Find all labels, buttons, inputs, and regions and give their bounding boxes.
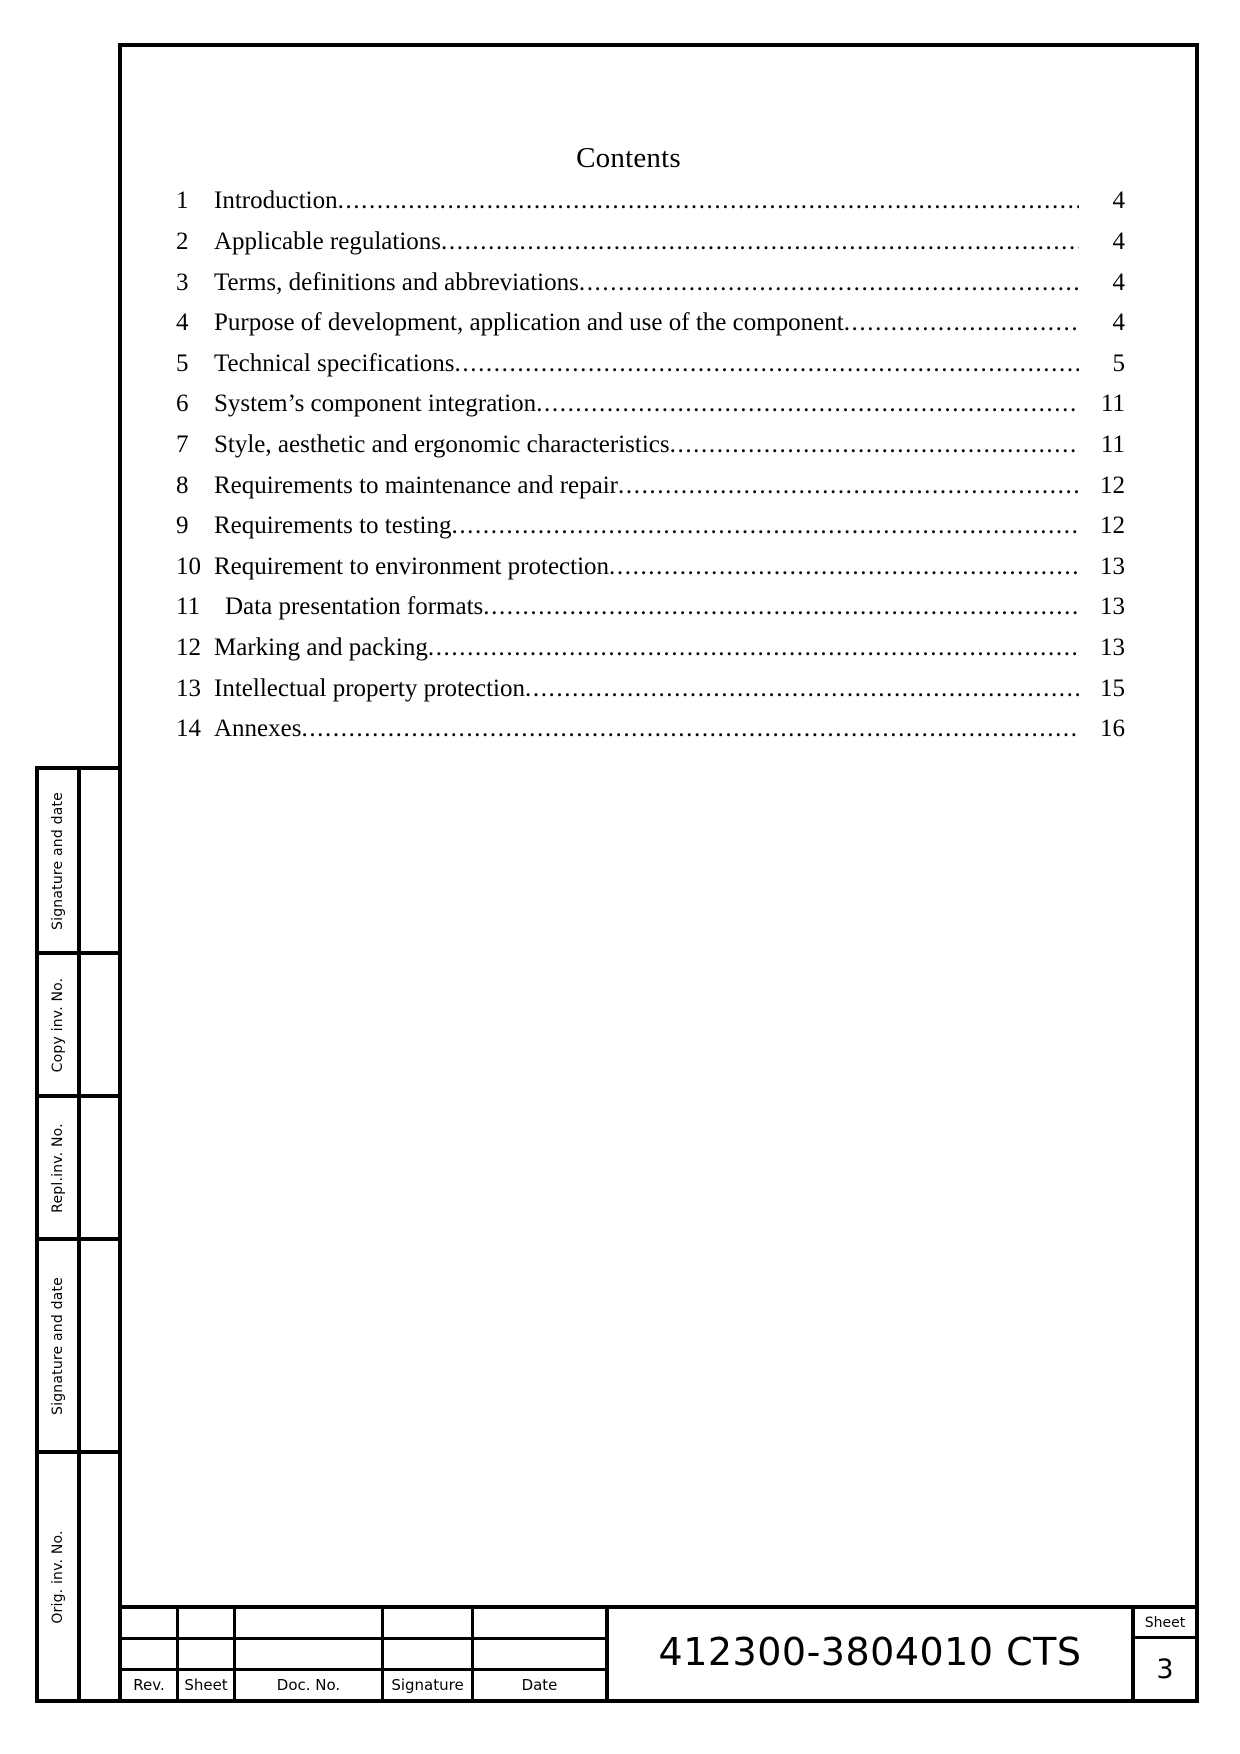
toc-entry-label: Intellectual property protection — [214, 674, 525, 702]
toc-entry-page: 15 — [1100, 674, 1125, 702]
revision-header-signature: Signature — [384, 1671, 474, 1699]
toc-entry-label: Requirement to environment protection — [214, 552, 610, 580]
revision-table — [122, 1609, 609, 1699]
toc-entry-number: 14 — [176, 715, 201, 743]
toc-entry-page: 11 — [1100, 431, 1125, 458]
toc-entry-label: Terms, definitions and abbreviations — [214, 268, 579, 296]
toc-entry-5[interactable] — [160, 344, 1125, 385]
table-row — [122, 1609, 605, 1640]
toc-entry-label: Technical specifications — [214, 349, 455, 377]
toc-entry-number: 1 — [176, 187, 189, 215]
toc-list — [160, 181, 1125, 749]
revision-header-rev: Rev. — [122, 1671, 179, 1699]
toc-entry-page: 4 — [1112, 187, 1125, 215]
stamp-block-copy-inv-no — [39, 955, 118, 1098]
toc-entry-number: 5 — [176, 349, 189, 377]
stamp-block-signature-and-date-2 — [39, 1241, 118, 1454]
toc-dot-leader — [441, 229, 1079, 254]
table-row — [122, 1640, 605, 1671]
toc-entry-number: 4 — [176, 309, 189, 337]
toc-dot-leader — [455, 351, 1079, 376]
toc-entry-label: Purpose of development, application and use of the component — [214, 309, 844, 337]
stamp-value-cell[interactable] — [81, 770, 118, 951]
toc-entry-label: Style, aesthetic and ergonomic characteristics — [214, 431, 670, 458]
toc-dot-leader — [536, 391, 1079, 416]
revision-cell-rev[interactable] — [122, 1609, 179, 1637]
toc-entry-page: 16 — [1100, 715, 1125, 743]
toc-dot-leader — [670, 432, 1079, 457]
toc-entry-8[interactable] — [160, 466, 1125, 507]
sheet-number: 3 — [1156, 1653, 1174, 1685]
toc-entry-page: 13 — [1100, 633, 1125, 661]
toc-entry-label: Data presentation formats — [225, 593, 484, 621]
toc-entry-page: 11 — [1100, 390, 1125, 418]
toc-dot-leader — [844, 310, 1079, 335]
toc-entry-label: Requirements to maintenance and repair — [214, 471, 619, 499]
toc-entry-label: System’s component integration — [214, 390, 537, 418]
drawing-frame — [118, 43, 1199, 1703]
stamp-label-cell — [39, 1241, 81, 1450]
table-of-contents — [122, 47, 1195, 750]
toc-entry-10[interactable] — [160, 547, 1125, 588]
toc-entry-number: 8 — [176, 471, 189, 499]
revision-header-date: Date — [521, 1675, 558, 1694]
stamp-value-cell[interactable] — [81, 1098, 118, 1237]
toc-dot-leader — [338, 188, 1079, 213]
toc-entry-page: 12 — [1100, 512, 1125, 540]
page-title: Contents — [576, 142, 681, 174]
toc-entry-page: 4 — [1112, 228, 1125, 256]
stamp-block-orig-inv-no — [39, 1454, 118, 1699]
revision-cell-sheet[interactable] — [179, 1609, 236, 1637]
revision-cell-signature[interactable] — [384, 1609, 474, 1637]
toc-entry-page: 13 — [1100, 552, 1125, 580]
filing-stamp-column — [35, 766, 118, 1703]
toc-entry-label: Marking and packing — [214, 633, 428, 661]
title-block — [122, 1605, 1195, 1699]
revision-cell-doc-no[interactable] — [236, 1640, 384, 1668]
toc-dot-leader — [525, 676, 1079, 701]
stamp-block-repl-inv-no — [39, 1098, 118, 1241]
toc-entry-page: 13 — [1100, 593, 1125, 621]
stamp-value-cell[interactable] — [81, 1454, 118, 1699]
toc-entry-3[interactable] — [160, 263, 1125, 304]
stamp-value-cell[interactable] — [81, 1241, 118, 1450]
toc-entry-number: 10 — [176, 552, 201, 580]
stamp-label: Copy inv. No. — [50, 977, 66, 1072]
toc-entry-page: 5 — [1112, 349, 1125, 377]
toc-entry-6[interactable] — [160, 384, 1125, 425]
toc-dot-leader — [618, 473, 1079, 498]
toc-entry-number: 7 — [176, 431, 189, 458]
toc-dot-leader — [579, 270, 1079, 295]
toc-dot-leader — [301, 716, 1079, 741]
stamp-label: Orig. inv. No. — [50, 1529, 66, 1624]
revision-cell-signature[interactable] — [384, 1640, 474, 1668]
revision-cell-doc-no[interactable] — [236, 1609, 384, 1637]
revision-cell-date[interactable] — [474, 1640, 605, 1668]
stamp-label: Signature and date — [50, 1276, 66, 1415]
revision-cell-sheet[interactable] — [179, 1640, 236, 1668]
stamp-label-cell — [39, 1098, 81, 1237]
toc-entry-number: 12 — [176, 633, 201, 661]
revision-cell-date[interactable] — [474, 1609, 605, 1637]
toc-entry-number: 11 — [176, 593, 201, 621]
toc-entry-4[interactable] — [160, 303, 1125, 344]
toc-entry-number: 6 — [176, 390, 189, 418]
toc-entry-7[interactable] — [160, 425, 1125, 466]
toc-entry-12[interactable] — [160, 628, 1125, 669]
sheet-label: Sheet — [1135, 1609, 1195, 1639]
toc-dot-leader — [451, 513, 1079, 538]
revision-header-doc-no: Doc. No. — [236, 1671, 384, 1699]
toc-entry-number: 3 — [176, 268, 189, 296]
toc-entry-label: Annexes — [214, 715, 302, 743]
toc-dot-leader — [428, 635, 1079, 660]
toc-entry-page: 4 — [1112, 309, 1125, 337]
toc-entry-14[interactable] — [160, 709, 1125, 750]
stamp-label-cell — [39, 770, 81, 951]
revision-cell-rev[interactable] — [122, 1640, 179, 1668]
stamp-block-signature-and-date-1 — [39, 770, 118, 955]
document-number-cell — [609, 1609, 1135, 1699]
toc-entry-label: Applicable regulations — [214, 228, 442, 256]
toc-entry-number: 2 — [176, 228, 189, 256]
revision-header-row — [122, 1671, 605, 1699]
sheet-number-cell — [1135, 1609, 1195, 1699]
toc-entry-label: Requirements to testing — [214, 512, 452, 540]
toc-entry-number: 13 — [176, 674, 201, 702]
toc-entry-page: 4 — [1112, 268, 1125, 296]
toc-entry-11[interactable] — [160, 587, 1125, 628]
stamp-label-cell — [39, 1454, 81, 1699]
toc-entry-1[interactable] — [160, 181, 1125, 222]
toc-dot-leader — [483, 594, 1079, 619]
stamp-label: Signature and date — [50, 791, 66, 930]
toc-entry-2[interactable] — [160, 222, 1125, 263]
document-number: 412300-3804010 CTS — [658, 1630, 1082, 1674]
revision-header-sheet: Sheet — [179, 1671, 236, 1699]
toc-entry-9[interactable] — [160, 506, 1125, 547]
stamp-value-cell[interactable] — [81, 955, 118, 1094]
stamp-label-cell — [39, 955, 81, 1094]
toc-entry-13[interactable] — [160, 669, 1125, 710]
stamp-label: Repl.inv. No. — [50, 1122, 66, 1213]
toc-entry-label: Introduction — [214, 187, 338, 215]
toc-entry-page: 12 — [1100, 471, 1125, 499]
toc-entry-number: 9 — [176, 512, 189, 540]
toc-dot-leader — [609, 554, 1079, 579]
